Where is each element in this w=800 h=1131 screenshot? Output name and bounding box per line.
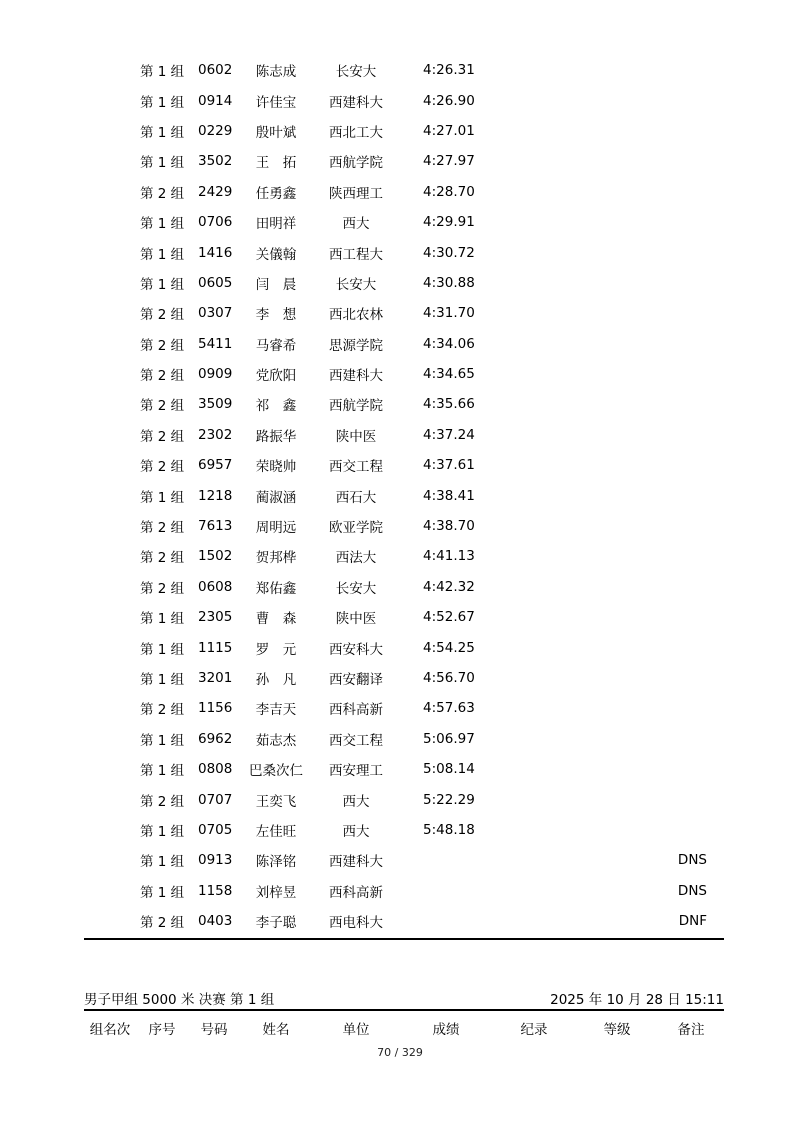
group-cell: 第 1 组 xyxy=(140,155,185,172)
result-cell: 4:27.97 xyxy=(423,153,475,170)
result-cell: 4:38.70 xyxy=(423,518,475,535)
unit-cell: 西安科大 xyxy=(329,641,383,658)
result-row xyxy=(0,602,800,632)
result-cell: 5:08.14 xyxy=(423,761,475,778)
result-cell: 4:56.70 xyxy=(423,670,475,686)
column-header-note: 备注 xyxy=(677,1022,705,1038)
result-cell: 4:27.01 xyxy=(423,122,475,139)
group-cell: 第 1 组 xyxy=(140,763,185,780)
unit-cell: 西航学院 xyxy=(329,155,383,172)
athlete-name-cell: 殷叶斌 xyxy=(255,124,297,141)
bib-cell: 6962 xyxy=(198,730,233,747)
result-cell: 4:31.70 xyxy=(423,305,475,322)
group-cell: 第 2 组 xyxy=(140,702,185,719)
result-row xyxy=(0,268,800,298)
unit-cell: 西科高新 xyxy=(329,884,383,901)
bib-cell: 0705 xyxy=(198,821,233,838)
event-title: 男子甲组 5000 米 决赛 第 1 组 xyxy=(84,992,275,1008)
result-cell: 4:38.41 xyxy=(423,487,475,504)
athlete-name-cell: 陈泽铭 xyxy=(255,854,297,871)
athlete-name-cell: 李 想 xyxy=(255,307,297,324)
result-cell: 4:29.91 xyxy=(423,214,475,231)
bib-cell: 5411 xyxy=(198,335,233,352)
result-row xyxy=(0,663,800,693)
result-cell: 4:35.66 xyxy=(423,396,475,413)
athlete-name-cell: 罗 元 xyxy=(255,641,297,658)
unit-cell: 思源学院 xyxy=(329,337,383,354)
bib-cell: 1115 xyxy=(198,639,233,656)
unit-cell: 西石大 xyxy=(335,489,377,506)
athlete-name-cell: 王 拓 xyxy=(255,155,297,172)
unit-cell: 西工程大 xyxy=(329,246,383,263)
result-row xyxy=(0,298,800,328)
athlete-name-cell: 贺邦桦 xyxy=(255,550,297,567)
unit-cell: 西大 xyxy=(342,823,370,840)
athlete-name-cell: 许佳宝 xyxy=(255,94,297,111)
result-cell: 4:30.88 xyxy=(423,274,475,291)
unit-cell: 西北工大 xyxy=(329,124,383,141)
result-row xyxy=(0,511,800,541)
athlete-name-cell: 荣晓帅 xyxy=(255,459,297,476)
result-cell: 4:30.72 xyxy=(423,244,475,261)
unit-cell: 西电科大 xyxy=(329,915,383,932)
result-row xyxy=(0,116,800,146)
unit-cell: 西航学院 xyxy=(329,398,383,415)
athlete-name-cell: 周明远 xyxy=(255,520,297,537)
bib-cell: 1218 xyxy=(198,487,233,504)
athlete-name-cell: 祁 鑫 xyxy=(255,398,297,415)
result-row xyxy=(0,845,800,875)
athlete-name-cell: 左佳旺 xyxy=(255,823,297,840)
result-cell: 4:54.25 xyxy=(423,639,475,656)
bib-cell: 0909 xyxy=(198,366,233,383)
athlete-name-cell: 李吉天 xyxy=(255,702,297,719)
column-header-seq: 序号 xyxy=(148,1022,176,1038)
bib-cell: 1156 xyxy=(198,700,233,717)
result-row xyxy=(0,207,800,237)
athlete-name-cell: 蔺淑涵 xyxy=(255,489,297,506)
result-row xyxy=(0,85,800,115)
result-row xyxy=(0,724,800,754)
bib-cell: 0913 xyxy=(198,852,233,869)
column-header-rank: 组名次 xyxy=(89,1022,131,1038)
unit-cell: 西安翻译 xyxy=(329,672,383,688)
result-row xyxy=(0,237,800,267)
group-cell: 第 1 组 xyxy=(140,823,185,840)
bib-cell: 0914 xyxy=(198,92,233,109)
column-header-bib: 号码 xyxy=(200,1022,228,1038)
group-cell: 第 1 组 xyxy=(140,246,185,263)
result-cell: 4:42.32 xyxy=(423,578,475,595)
athlete-name-cell: 曹 森 xyxy=(255,611,297,628)
result-cell: 4:26.90 xyxy=(423,92,475,109)
result-cell: 4:37.24 xyxy=(423,426,475,443)
athlete-name-cell: 关儀翰 xyxy=(255,246,297,263)
unit-cell: 西北农林 xyxy=(329,307,383,324)
event-datetime: 2025 年 10 月 28 日 15:11 xyxy=(550,992,724,1008)
result-cell: 5:48.18 xyxy=(423,821,475,838)
unit-cell: 西大 xyxy=(342,216,370,233)
unit-cell: 陕西理工 xyxy=(329,185,383,202)
group-cell: 第 1 组 xyxy=(140,611,185,628)
result-cell: 4:26.31 xyxy=(423,62,475,79)
result-cell: 4:28.70 xyxy=(423,183,475,200)
athlete-name-cell: 马睿希 xyxy=(255,337,297,354)
result-cell: 4:34.65 xyxy=(423,366,475,383)
section-divider xyxy=(84,938,724,940)
athlete-name-cell: 李子聪 xyxy=(255,915,297,932)
bib-cell: 3509 xyxy=(198,396,233,413)
group-cell: 第 1 组 xyxy=(140,94,185,111)
page-number: 70 / 329 xyxy=(377,1046,423,1059)
column-header-name: 姓名 xyxy=(262,1022,290,1038)
result-cell: 4:34.06 xyxy=(423,335,475,352)
bib-cell: 3502 xyxy=(198,153,233,170)
group-cell: 第 1 组 xyxy=(140,672,185,688)
unit-cell: 西安理工 xyxy=(329,763,383,780)
result-row xyxy=(0,754,800,784)
result-row xyxy=(0,906,800,936)
athlete-name-cell: 闫 晨 xyxy=(255,276,297,293)
bib-cell: 0707 xyxy=(198,791,233,808)
result-cell: 5:06.97 xyxy=(423,730,475,747)
unit-cell: 长安大 xyxy=(335,64,377,81)
result-row xyxy=(0,450,800,480)
athlete-name-cell: 刘梓昱 xyxy=(255,884,297,901)
athlete-name-cell: 郑佑鑫 xyxy=(255,580,297,597)
unit-cell: 西建科大 xyxy=(329,854,383,871)
result-row xyxy=(0,389,800,419)
result-cell: 4:52.67 xyxy=(423,609,475,626)
result-row xyxy=(0,359,800,389)
unit-cell: 长安大 xyxy=(335,580,377,597)
unit-cell: 西科高新 xyxy=(329,702,383,719)
athlete-name-cell: 巴桑次仁 xyxy=(249,763,303,780)
bib-cell: 1416 xyxy=(198,244,233,261)
result-cell: 5:22.29 xyxy=(423,791,475,808)
unit-cell: 西建科大 xyxy=(329,368,383,385)
unit-cell: 西法大 xyxy=(335,550,377,567)
group-cell: 第 2 组 xyxy=(140,459,185,476)
group-cell: 第 1 组 xyxy=(140,124,185,141)
result-row xyxy=(0,480,800,510)
athlete-name-cell: 党欣阳 xyxy=(255,368,297,385)
bib-cell: 0706 xyxy=(198,214,233,231)
group-cell: 第 2 组 xyxy=(140,915,185,932)
bib-cell: 1158 xyxy=(198,882,233,899)
result-cell: 4:41.13 xyxy=(423,548,475,565)
group-cell: 第 1 组 xyxy=(140,216,185,233)
result-cell: 4:37.61 xyxy=(423,457,475,474)
result-row xyxy=(0,815,800,845)
group-cell: 第 1 组 xyxy=(140,489,185,506)
note-cell: DNF xyxy=(678,913,707,930)
bib-cell: 0808 xyxy=(198,761,233,778)
unit-cell: 长安大 xyxy=(335,276,377,293)
group-cell: 第 2 组 xyxy=(140,398,185,415)
group-cell: 第 1 组 xyxy=(140,276,185,293)
unit-cell: 欧亚学院 xyxy=(329,520,383,537)
group-cell: 第 1 组 xyxy=(140,854,185,871)
athlete-name-cell: 王奕飞 xyxy=(255,793,297,810)
bib-cell: 2305 xyxy=(198,609,233,626)
result-row xyxy=(0,632,800,662)
athlete-name-cell: 陈志成 xyxy=(255,64,297,81)
bib-cell: 0403 xyxy=(198,913,233,930)
column-header-unit: 单位 xyxy=(342,1022,370,1038)
group-cell: 第 2 组 xyxy=(140,428,185,445)
group-cell: 第 2 组 xyxy=(140,185,185,202)
bib-cell: 0229 xyxy=(198,122,233,139)
result-cell: 4:57.63 xyxy=(423,700,475,717)
result-row xyxy=(0,329,800,359)
group-cell: 第 2 组 xyxy=(140,368,185,385)
result-row xyxy=(0,541,800,571)
athlete-name-cell: 茹志杰 xyxy=(255,732,297,749)
result-row xyxy=(0,55,800,85)
unit-cell: 西大 xyxy=(342,793,370,810)
group-cell: 第 2 组 xyxy=(140,550,185,567)
group-cell: 第 2 组 xyxy=(140,580,185,597)
header-divider xyxy=(84,1009,724,1011)
result-row xyxy=(0,177,800,207)
note-cell: DNS xyxy=(677,882,707,899)
bib-cell: 2429 xyxy=(198,183,233,200)
group-cell: 第 2 组 xyxy=(140,793,185,810)
group-cell: 第 1 组 xyxy=(140,64,185,81)
result-row xyxy=(0,693,800,723)
column-header-row xyxy=(0,1018,800,1038)
result-row xyxy=(0,572,800,602)
group-cell: 第 1 组 xyxy=(140,732,185,749)
column-header-level: 等级 xyxy=(603,1022,631,1038)
result-row xyxy=(0,146,800,176)
result-row xyxy=(0,876,800,906)
athlete-name-cell: 孙 凡 xyxy=(255,672,297,688)
group-cell: 第 1 组 xyxy=(140,641,185,658)
column-header-result: 成绩 xyxy=(432,1022,460,1038)
bib-cell: 0602 xyxy=(198,62,233,79)
bib-cell: 0605 xyxy=(198,274,233,291)
bib-cell: 2302 xyxy=(198,426,233,443)
group-cell: 第 2 组 xyxy=(140,520,185,537)
bib-cell: 0307 xyxy=(198,305,233,322)
unit-cell: 陕中医 xyxy=(335,428,377,445)
unit-cell: 陕中医 xyxy=(335,611,377,628)
athlete-name-cell: 路振华 xyxy=(255,428,297,445)
group-cell: 第 1 组 xyxy=(140,884,185,901)
bib-cell: 6957 xyxy=(198,457,233,474)
group-cell: 第 2 组 xyxy=(140,337,185,354)
athlete-name-cell: 田明祥 xyxy=(255,216,297,233)
bib-cell: 0608 xyxy=(198,578,233,595)
unit-cell: 西交工程 xyxy=(329,459,383,476)
result-row xyxy=(0,784,800,814)
unit-cell: 西交工程 xyxy=(329,732,383,749)
unit-cell: 西建科大 xyxy=(329,94,383,111)
bib-cell: 3201 xyxy=(198,670,233,686)
column-header-record: 纪录 xyxy=(520,1022,548,1038)
result-row xyxy=(0,420,800,450)
bib-cell: 7613 xyxy=(198,518,233,535)
note-cell: DNS xyxy=(677,852,707,869)
bib-cell: 1502 xyxy=(198,548,233,565)
athlete-name-cell: 任勇鑫 xyxy=(255,185,297,202)
group-cell: 第 2 组 xyxy=(140,307,185,324)
results-list xyxy=(0,55,800,936)
